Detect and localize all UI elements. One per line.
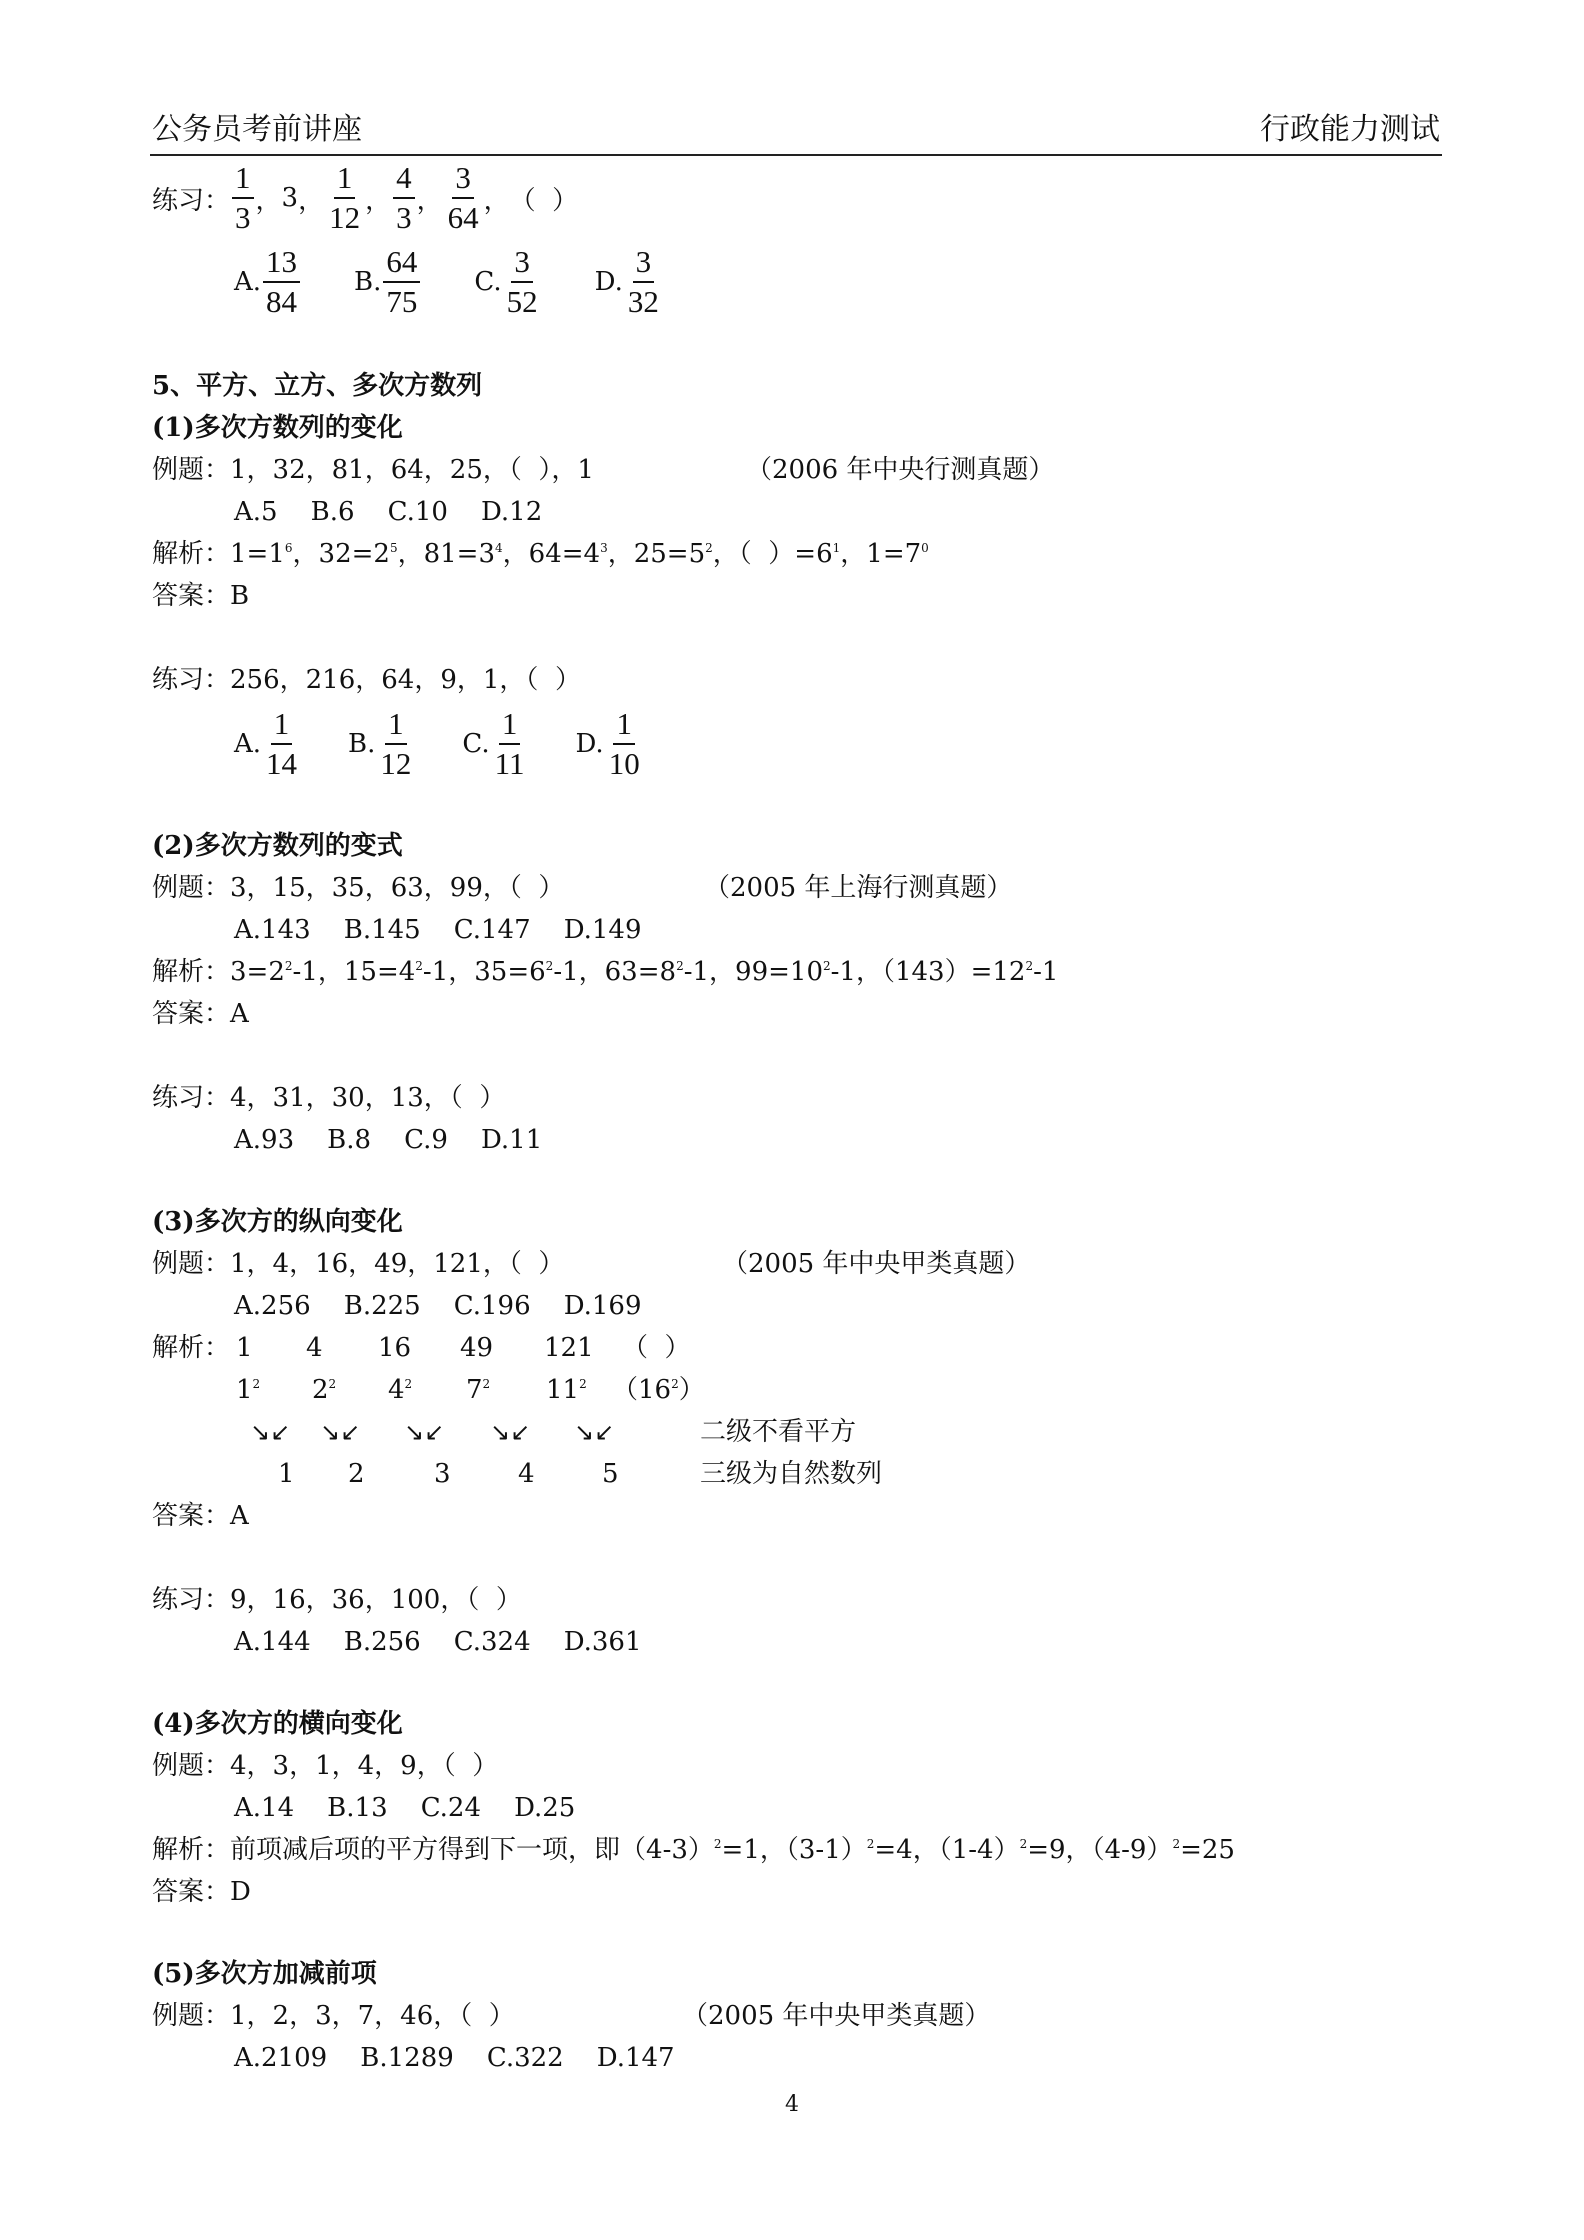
s3-title: (3)多次方的纵向变化 xyxy=(152,1207,403,1237)
s2-options: A.143 B.145 C.147 D.149 xyxy=(234,915,642,945)
square-term: $7^2$ xyxy=(466,1375,491,1405)
seq-term: 4 xyxy=(306,1333,323,1363)
seq-term: 121 xyxy=(544,1333,594,1363)
s1-practice: 练习：256，216，64，9，1，（ ） xyxy=(152,665,581,695)
seq-fraction: $\frac{3}{64}$ xyxy=(447,160,479,235)
s2-title: (2)多次方数列的变式 xyxy=(152,831,403,861)
option-d-fraction: $\frac{3}{32}$ xyxy=(627,244,659,319)
s2-practice-options: A.93 B.8 C.9 D.11 xyxy=(234,1125,543,1155)
s2-source: （2005 年上海行测真题） xyxy=(704,873,1013,903)
s3-note-third-level: 三级为自然数列 xyxy=(700,1459,883,1489)
s3-example: 例题：1，4，16，49，121，（ ） xyxy=(152,1249,565,1279)
square-term: $2^2$ xyxy=(312,1375,337,1405)
s4-options: A.14 B.13 C.24 D.25 xyxy=(234,1793,576,1823)
arrow-pair: ↘↙ xyxy=(320,1418,361,1446)
s5-example: 例题：1，2，3，7，46，（ ） xyxy=(152,2001,515,2031)
s4-analysis: 解析：前项减后项的平方得到下一项，即$(4-3)^2=1$，$(3-1)^2=4$，$(1-4)^2=9$，$(4-9)^2=25$ xyxy=(152,1835,1235,1865)
difference-term: 2 xyxy=(348,1459,365,1489)
s2-answer: 答案：A xyxy=(152,999,249,1029)
difference-term: 1 xyxy=(278,1459,295,1489)
s3-analysis-label: 解析： xyxy=(152,1333,231,1363)
s5-options: A.2109 B.1289 C.322 D.147 xyxy=(234,2043,675,2073)
practice1-sequence: 练习： $\frac{1}{3}$ ， 3 ， $\frac{1}{12}$ ， $\frac{4}{3}$ ， $\frac{3}{64}$ ， （ ） xyxy=(152,160,579,235)
s3-options: A.256 B.225 C.196 D.169 xyxy=(234,1291,642,1321)
header-left: 公务员考前讲座 xyxy=(152,112,362,147)
practice1-options: A. $\frac{13}{84}$ B. $\frac{64}{75}$ C. $\frac{3}{52}$ D. $\frac{3}{32}$ xyxy=(234,238,664,326)
option-a-fraction: $\frac{13}{84}$ xyxy=(263,243,300,321)
s4-example: 例题：4，3，1，4，9，（ ） xyxy=(152,1751,499,1781)
s2-example: 例题：3，15，35，63，99，（ ） xyxy=(152,873,565,903)
s1-analysis: 解析：$1=1^6$，$32=2^5$，$81=3^4$，$64=4^3$，$25=5^2$，（ ）$=6^1$，$1=7^0$ xyxy=(152,539,929,569)
s1-example: 例题：1，32，81，64，25，（ ），1 xyxy=(152,455,594,485)
s2-analysis: 解析：$3=2^2-1$，$15=4^2-1$，$35=6^2-1$，$63=8^2-1$，$99=10^2-1$，$(143)=12^2-1$ xyxy=(152,957,1059,987)
s5-title: (5)多次方加减前项 xyxy=(152,1959,377,1989)
seq-fraction: $\frac{1}{12}$ xyxy=(329,160,361,235)
s1-answer: 答案：B xyxy=(152,581,250,611)
option-b-fraction: $\frac{1}{12}$ xyxy=(380,706,412,781)
s3-practice: 练习：9，16，36，100，（ ） xyxy=(152,1585,522,1615)
seq-term: 1 xyxy=(236,1333,253,1363)
option-c-fraction: $\frac{3}{52}$ xyxy=(506,244,538,319)
square-term: $4^2$ xyxy=(388,1375,413,1405)
option-a-fraction: $\frac{1}{14}$ xyxy=(266,706,298,781)
s3-practice-options: A.144 B.256 C.324 D.361 xyxy=(234,1627,642,1657)
section5-title: 5、平方、立方、多次方数列 xyxy=(152,371,483,401)
seq-term: 49 xyxy=(460,1333,494,1363)
s3-answer: 答案：A xyxy=(152,1501,249,1531)
practice1-label: 练习： xyxy=(152,185,231,216)
square-term: $1^2$ xyxy=(236,1375,261,1405)
seq-number: 3 xyxy=(281,183,299,213)
difference-term: 5 xyxy=(602,1459,619,1489)
s1-title: (1)多次方数列的变化 xyxy=(152,413,403,443)
seq-fraction: $\frac{1}{3}$ xyxy=(232,159,254,237)
page-number: 4 xyxy=(785,2092,799,2117)
s5-source: （2005 年中央甲类真题） xyxy=(682,2001,991,2031)
square-term: $(16^2)$ xyxy=(612,1375,705,1405)
s2-practice: 练习：4，31，30，13，（ ） xyxy=(152,1083,506,1113)
s4-title: (4)多次方的横向变化 xyxy=(152,1709,403,1739)
arrow-pair: ↘↙ xyxy=(490,1418,531,1446)
blank: （ ） xyxy=(509,185,579,216)
difference-term: 4 xyxy=(518,1459,535,1489)
s3-source: （2005 年中央甲类真题） xyxy=(722,1249,1031,1279)
option-b-fraction: $\frac{64}{75}$ xyxy=(383,243,420,321)
seq-term: 16 xyxy=(378,1333,412,1363)
s4-answer: 答案：D xyxy=(152,1877,251,1907)
arrow-pair: ↘↙ xyxy=(574,1418,615,1446)
seq-term: （ ） xyxy=(622,1333,691,1363)
arrow-pair: ↘↙ xyxy=(404,1418,445,1446)
square-term: $11^2$ xyxy=(546,1375,587,1405)
s1-practice-options: A. $\frac{1}{14}$ B. $\frac{1}{12}$ C. $\frac{1}{11}$ D. $\frac{1}{10}$ xyxy=(234,700,645,788)
s3-note-second-level: 二级不看平方 xyxy=(700,1417,857,1447)
s1-source: （2006 年中央行测真题） xyxy=(746,455,1055,485)
difference-term: 3 xyxy=(434,1459,451,1489)
header-right: 行政能力测试 xyxy=(1260,112,1440,147)
seq-fraction: $\frac{4}{3}$ xyxy=(393,159,415,237)
arrow-pair: ↘↙ xyxy=(250,1418,291,1446)
s1-options: A.5 B.6 C.10 D.12 xyxy=(234,497,543,527)
option-d-fraction: $\frac{1}{10}$ xyxy=(608,706,640,781)
option-c-fraction: $\frac{1}{11}$ xyxy=(494,706,525,781)
